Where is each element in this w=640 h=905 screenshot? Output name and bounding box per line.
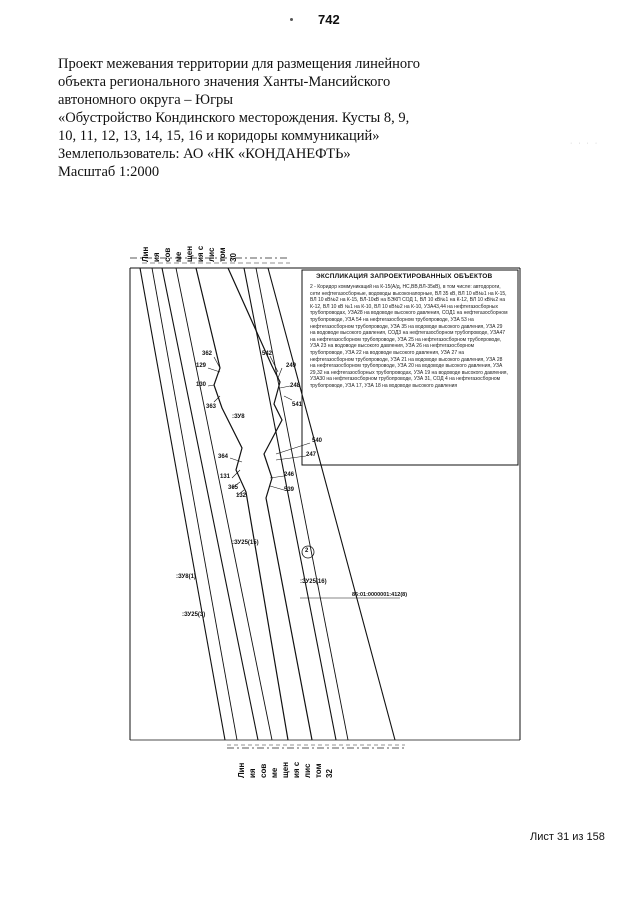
header-line: Проект межевания территории для размещения линейного: [58, 56, 420, 72]
parcel-label: :ЗУ8(1): [176, 574, 196, 580]
parcel-label: :ЗУ25(16): [300, 579, 327, 585]
point-label: 365: [228, 485, 239, 491]
point-label: 247: [306, 452, 317, 458]
point-label: 539: [284, 487, 295, 493]
scan-artifact: · · · ·: [570, 140, 600, 147]
point-label: 542: [262, 351, 273, 357]
header-line: Землепользователь: АО «НК «КОНДАНЕФТЬ»: [58, 146, 351, 162]
sheet-counter: Лист 31 из 158: [530, 831, 605, 843]
point-label: 364: [218, 454, 229, 460]
point-label: 541: [292, 402, 303, 408]
point-label: 131: [220, 474, 231, 480]
point-label: 249: [286, 363, 297, 369]
point-label: 132: [236, 493, 247, 499]
parcel-label: :ЗУ25(15): [232, 540, 259, 546]
explication-text: 2 - Коридор коммуникаций на К-15(А/д, НС,ВВ,ВЛ-35кВ), в том числе: автодороги, сети нефтегазосборные, водоводы высоконапорные, ВЛ 35 кВ, ВЛ 10 кВ№1 на К-15, ВЛ 10 кВ№2 на К-15, ВЛ-10кВ на БЭКП СОД 1, ВЛ 10 кВ№1 на К-12, ВЛ 10 кВ№2 на К-12, ВЛ 10 кВ №1 на К-10, ВЛ 10 кВ№2 на К-10, УЗА43,44 на нефтегазосборных трубопроводах, УЗА28 на водоводе высокого давления, СОД1 на нефтегазосборном трубопроводе, УЗА 54 на нефтегазосборном трубопроводе, УЗА 53 на нефтегазосборном трубопроводе, УЗА 35 на водоводе высокого давления, УЗА 29 на водоводе высокого давления, СОД3 на нефтегазосборном трубопроводе, УЗА47 на нефтегазосборном трубопроводе, УЗА 25 на нефтегазосборном трубопроводе, УЗА 23 на водоводе высокого давления, УЗА 26 на нефтегазосборном трубопроводе, УЗА 22 на водоводе высокого давления, УЗА 27 на нефтегазосборном трубопроводе, УЗА 21 на водоводе высокого давления, УЗА 28 на нефтегазосборном трубопроводе, УЗА 20 на водоводе высокого давления, УЗА 29,32 на нефтегазосборных трубопроводах, УЗА 19 на водоводе высокого давления, УЗА30 на нефтегазосборном трубопроводе, УЗА 31, СОД 4 на нефтегазосборном трубопроводе, УЗА 17, УЗА 18 на водоводе высокого давления: [310, 284, 508, 389]
point-label: 129: [196, 363, 207, 369]
header-line: «Обустройство Кондинского месторождения. Кусты 8, 9,: [58, 110, 410, 126]
header-line: автономного округа – Югры: [58, 92, 234, 108]
parcel-label: :ЗУ25(3): [182, 612, 206, 618]
point-label: 363: [206, 404, 217, 410]
page-number: 742: [318, 12, 340, 27]
parcel-label: :ЗУ8: [232, 414, 245, 420]
zone-number: 2: [305, 548, 309, 554]
point-label: 362: [202, 351, 213, 357]
point-label: 246: [284, 472, 295, 478]
point-label: 248: [290, 383, 301, 389]
point-label: 130: [196, 382, 207, 388]
cadastral-label: 86:01:0000001:412(8): [352, 592, 408, 598]
header-line: 10, 11, 12, 13, 14, 15, 16 и коридоры коммуникаций»: [58, 128, 380, 144]
boundary-line-1: [140, 268, 225, 740]
header-line: Масштаб 1:2000: [58, 164, 160, 180]
explication: [310, 273, 508, 390]
explication-title: ЭКСПЛИКАЦИЯ ЗАПРОЕКТИРОВАННЫХ ОБЪЕКТОВ: [316, 273, 493, 280]
point-label: 540: [312, 438, 323, 444]
header-line: объекта регионального значения Ханты-Мансийского: [58, 74, 391, 90]
boundary-line-3: [162, 268, 258, 740]
